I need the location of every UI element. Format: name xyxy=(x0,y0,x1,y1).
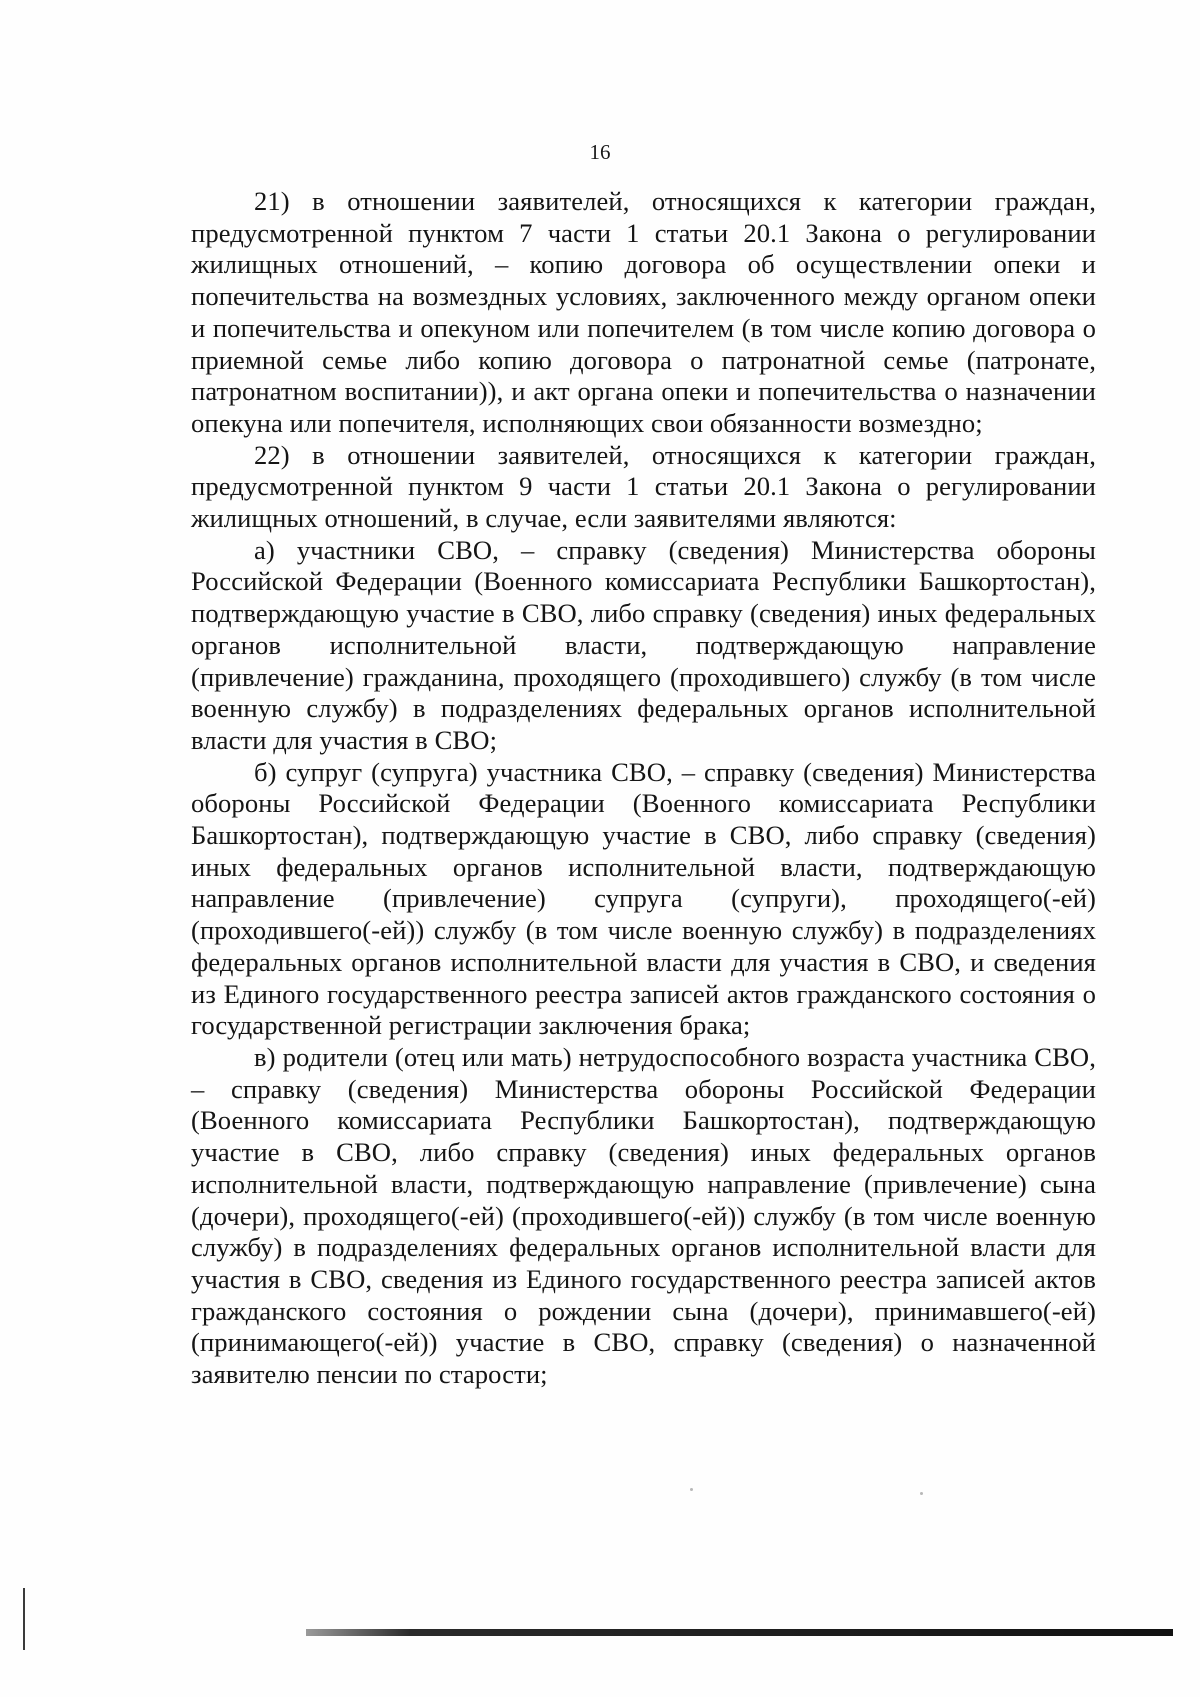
scan-speck xyxy=(920,1492,923,1495)
scan-bottom-rule xyxy=(306,1629,1173,1636)
paragraph-22-a: а) участники СВО, – справку (сведения) Министерства обороны Российской Федерации (Военного комиссариата Республики Башкортостан), подтверждающую участие в СВО, либо справку (сведения) иных федеральных органов исполнительной власти, подтверждающую направление (привлечение) гражданина, проходящего (проходившего) службу (в том числе военную службу) в подразделениях федеральных органов исполнительной власти для участия в СВО; xyxy=(191,534,1096,755)
page-number: 16 xyxy=(589,140,611,164)
paragraph-22: 22) в отношении заявителей, относящихся к категории граждан, предусмотренной пунктом 9 части 1 статьи 20.1 Закона о регулировании жилищных отношений, в случае, если заявителями являются: xyxy=(191,439,1096,534)
paragraph-22-b: б) супруг (супруга) участника СВО, – справку (сведения) Министерства обороны Российской Федерации (Военного комиссариата Республики Башкортостан), подтверждающую участие в СВО, либо справку (сведения) иных федеральных органов исполнительной власти, подтверждающую направление (привлечение) супруга (супруги), проходящего(-ей) (проходившего(-ей)) службу (в том числе военную службу) в подразделениях федеральных органов исполнительной власти для участия в СВО, и сведения из Единого государственного реестра записей актов гражданского состояния о государственной регистрации заключения брака; xyxy=(191,756,1096,1041)
scan-speck xyxy=(690,1488,693,1491)
paragraph-22-v: в) родители (отец или мать) нетрудоспособного возраста участника СВО, – справку (сведения) Министерства обороны Российской Федерации (Военного комиссариата Республики Башкортостан), подтверждающую участие в СВО, либо справку (сведения) иных федеральных органов исполнительной власти, подтверждающую направление (привлечение) сына (дочери), проходящего(-ей) (проходившего(-ей)) службу (в том числе военную службу) в подразделениях федеральных органов исполнительной власти для участия в СВО, сведения из Единого государственного реестра записей актов гражданского состояния о рождении сына (дочери), принимавшего(-ей) (принимающего(-ей)) участие в СВО, справку (сведения) о назначенной заявителю пенсии по старости; xyxy=(191,1041,1096,1390)
scan-edge-mark xyxy=(23,1588,25,1650)
paragraph-21: 21) в отношении заявителей, относящихся к категории граждан, предусмотренной пунктом 7 части 1 статьи 20.1 Закона о регулировании жилищных отношений, – копию договора об осуществлении опеки и попечительства на возмездных условиях, заключенного между органом опеки и попечительства и опекуном или попечителем (в том числе копию договора о приемной семье либо копию договора о патронатной семье (патронате, патронатном воспитании)), и акт органа опеки и попечительства о назначении опекуна или попечителя, исполняющих свои обязанности возмездно; xyxy=(191,186,1096,438)
document-body xyxy=(191,186,1096,1391)
